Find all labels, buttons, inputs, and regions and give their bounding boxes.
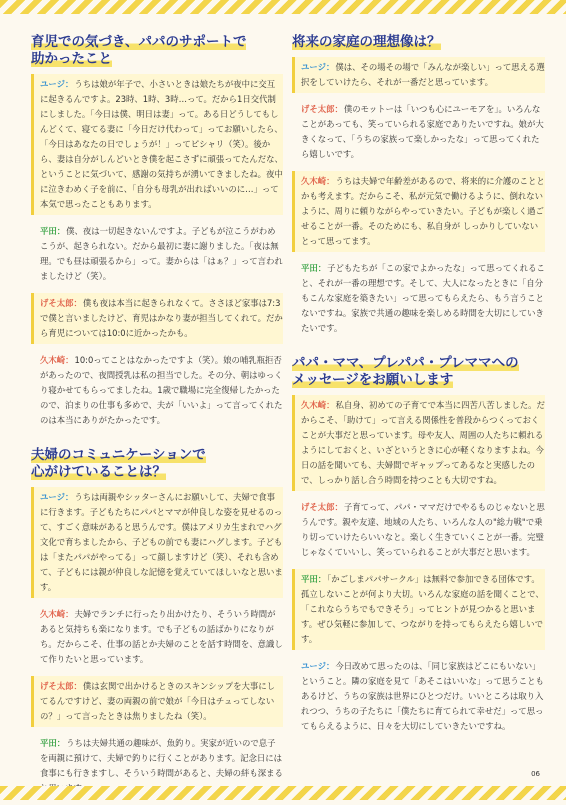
dialogue-block	[31, 221, 283, 287]
dialogue-block	[31, 74, 283, 215]
dialogue-block	[292, 258, 545, 339]
dialogue-text: うちは夫婦で年齢差があるので、将来的に介護のこととかも考えます。だからこそ、私が元気で働けるように、倒れないように、周りに頼りながらやっていきたい。子どもが楽しく過ごせることが一番。そのためにも、私自身が しっかりしていないとって思ってます。	[301, 176, 545, 246]
section-heading-childcare: 育児での気づき、パパのサポートで 助かったこと	[31, 34, 247, 67]
speaker-name: げそ太郎：	[40, 298, 82, 308]
dialogue-text: 僕、夜は一切起きないんですよ。子どもが泣こうがわめこうが、起きられない。だから最初に妻に謝りました。「夜は無理。でも昼は頑張るから」って。妻からは「はぁ？」って言われましたけど（笑）。	[40, 226, 283, 281]
dialogue-text: 僕は、その場その場で「みんなが楽しい」って思える選択をしていけたら、それが一番だと思っています。	[301, 62, 545, 87]
dialogue-block	[292, 99, 545, 165]
dialogue-block	[31, 604, 283, 670]
speaker-name: 平田：	[40, 738, 66, 748]
dialogue-block	[31, 676, 283, 727]
dialogue-block	[292, 497, 545, 563]
dialogue-block	[31, 487, 283, 598]
dialogue-text: 今日改めて思ったのは、「同じ家族はどこにもいない」ということ。隣の家庭を見て「あそこはいいな」って思うこともあるけど、うちの家族は世界にひとつだけ。いいところは取り入れつつ、うちの子たちに「僕たちに育てられて幸せだ」って思ってもらえるように、日々を大切にしていきたいですね。	[301, 661, 544, 731]
speaker-name: げそ太郎：	[40, 681, 82, 691]
dialogue-text: 子育てって、パパ・ママだけでやるものじゃないと思うんです。親や友達、地域の人たち、いろんな人の"総力戦"で乗り切っていけたらいいなと。楽しく生きていくことが一番。完璧じゃなくていいし、笑っていられることが大事だと思います。	[301, 502, 545, 557]
dialogue-block	[292, 395, 545, 491]
speaker-name: ユージ：	[40, 79, 74, 89]
speaker-name: 久木崎：	[40, 355, 74, 365]
dialogue-text: 夫婦でランチに行ったり出かけたり、そういう時間があると気持ちも楽になります。でも子どもの話ばかりになりがち。だからこそ、仕事の話とか夫婦のことを話す時間を、意識して作りたいと思っています。	[40, 609, 283, 664]
speaker-name: ユージ：	[40, 492, 74, 502]
speaker-name: ユージ：	[301, 62, 335, 72]
speaker-name: 平田：	[301, 574, 327, 584]
dialogue-text: 「かごしまパパサークル」は無料で参加できる団体です。孤立しないことが何より大切。いろんな家庭の話を聞くことで、「これならうちでもできそう」ってヒントが見つかると思います。ぜひ気軽に参加して、つながりを持ってもらえたら嬉しいです。	[301, 574, 544, 644]
right-column	[292, 34, 545, 743]
dialogue-block	[292, 656, 545, 737]
speaker-name: 久木崎：	[40, 609, 74, 619]
dialogue-text: うちは夫婦共通の趣味が、魚釣り。実家が近いので息子を両親に預けて、夫婦で釣りに行くことがあります。記念日には食事にも行きますし、そういう時間があると、夫婦の絆も深まる	[40, 738, 283, 778]
dialogue-text: 僕は玄関で出かけるときのスキンシップを大事にしてるんですけど、妻の両親の前で娘が「今日はチュってしないの？」って言ったときは焦りましたね（笑）。	[40, 681, 276, 721]
dialogue-text: 10:0ってことはなかったですよ（笑）。娘の哺乳瓶拒否があったので、夜間授乳は私の担当でした。その分、朝はゆっくり寝かせてもらってましたね。1歳で職場に完全復帰したかったので、泊まりの仕事も多めで、夫が「いいよ」って言ってくれたのは本当にありがたかったです。	[40, 355, 283, 425]
dialogue-block	[31, 350, 283, 431]
dialogue-text: 僕も夜は本当に起きられなくて。ささほど家事は7:3で僕と言いましたけど、育児はかなり妻が担当してくれて。だから育児については10:0に近かったかも。	[40, 298, 283, 338]
dialogue-text: 子どもたちが「この家でよかったな」って思ってくれること、それが一番の理想です。そして、大人になったときに「自分もこんな家庭を築きたい」って思ってもらえたら、もう言うことないですね。家族で共通の趣味を楽しめる時間を大切にしていきたいです。	[301, 263, 545, 333]
left-column	[31, 34, 283, 805]
speaker-name: 平田：	[301, 263, 327, 273]
dialogue-text: 私自身、初めての子育てで本当に四苦八苦しました。だからこそ、「助けて」って言える関係性を普段からつくっておくことが大事だと思っています。母や友人、周囲の人たちに頼れるようにしておくと、いざというときに心が軽くなりますよね。今日の話を聞いても、夫婦間でギャップってあるなと実感したので、しっかり話し合う時間を持つことも大切ですね。	[301, 400, 545, 485]
dialogue-text: うちは両親やシッターさんにお願いして、夫婦で食事に行きます。子どもたちにパパとママが仲良しな姿を見せるのって、すごく意味があると思うんです。僕はアメリカ生まれでハグ文化で育ちましたから、子どもの前でも妻にハグします。子どもは「またパパがやってる」って顔しますけど（笑）、それも含めて、子どもには親が仲良しな記憶を覚えていてほしいなと思います。	[40, 492, 283, 592]
dialogue-text: うちは娘が年子で、小さいときは娘たちが夜中に交互に起きるんですよ。23時、1時、3時…って。だから1日交代制にしました。「今日は僕、明日は妻」って。ある日どうしてもしんどくて、寝てる妻に「今日だけ代わって」ってお願いしたら、「今日はあなたの日でしょうが！」ってピシャリ（笑）。後から、妻は自分がしんどいとき僕を起こさずに頑張ってたんだな、ということに気づいて、感謝の気持ちが湧いてきましたね。夜中に泣きわめく子を前に、「自分も母乳が出ればいいのに…」って本気で思ったこともあります。	[40, 79, 283, 209]
speaker-name: ユージ：	[301, 661, 335, 671]
speaker-name: げそ太郎：	[301, 104, 343, 114]
section-heading-communication: 夫婦のコミュニケーションで 心がけていることは？	[31, 447, 206, 480]
dialogue-text: 僕のモットーは「いつも心にユーモアを」。いろんなことがあっても、笑っていられる家庭でありたいですね。娘が大きくなって、「うちの家族って楽しかったな」って思ってくれたら嬉しいです。	[301, 104, 544, 159]
dialogue-block	[292, 57, 545, 93]
section-heading-ideal-family: 将来の家庭の理想像は？	[292, 34, 441, 50]
dialogue-block	[292, 171, 545, 252]
speaker-name: げそ太郎：	[301, 502, 343, 512]
dialogue-block	[292, 569, 545, 650]
speaker-name: 久木崎：	[301, 400, 335, 410]
bottom-stripe-border	[0, 786, 566, 800]
speaker-name: 平田：	[40, 226, 66, 236]
section-heading-message: パパ・ママ、プレパパ・プレママへの メッセージをお願いします	[292, 355, 519, 388]
page-number: 06	[531, 770, 540, 778]
dialogue-block	[31, 293, 283, 344]
speaker-name: 久木崎：	[301, 176, 335, 186]
top-stripe-border	[0, 0, 566, 14]
